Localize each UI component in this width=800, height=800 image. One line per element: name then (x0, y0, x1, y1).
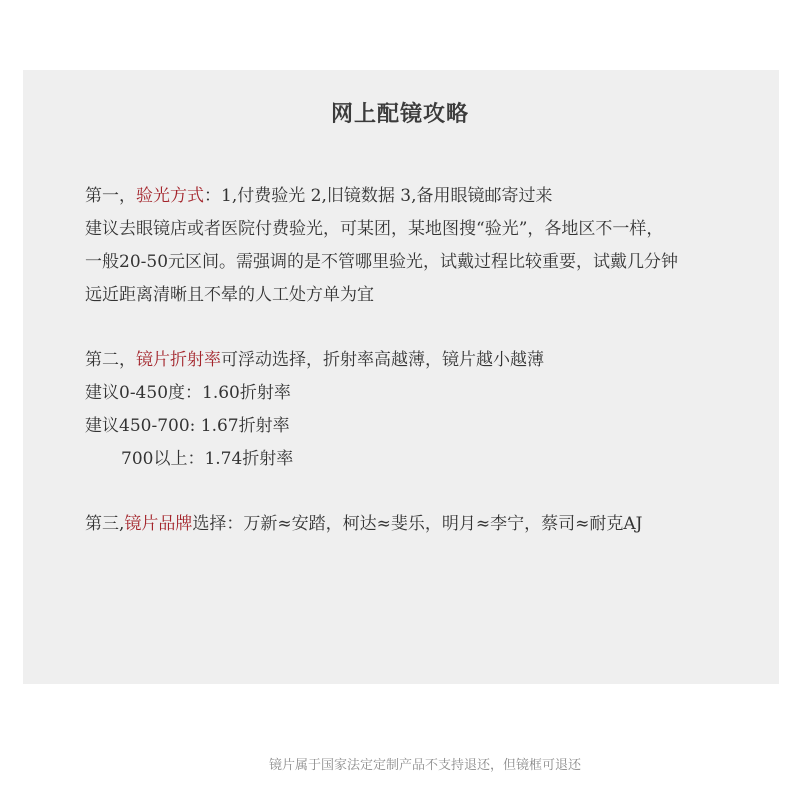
section1-heading (85, 185, 552, 207)
section3-rest: 选择：万新≈安踏，柯达≈斐乐，明月≈李宁，蔡司≈耐克AJ (192, 514, 643, 534)
section1-line-3: 远近距离清晰且不晕的人工处方单为宜 (85, 285, 374, 305)
content-card (23, 70, 779, 684)
section3-highlight: 镜片品牌 (124, 514, 193, 534)
section2-line-2: 建议450-700: 1.67折射率 (85, 416, 290, 436)
section1-rest: ：1,付费验光 2,旧镜数据 3,备用眼镜邮寄过来 (204, 186, 553, 206)
section3-heading (85, 513, 642, 535)
section1-highlight: 验光方式 (136, 186, 204, 206)
section2-heading (85, 349, 544, 371)
page-title: 网上配镜攻略 (330, 102, 469, 127)
section2-highlight: 镜片折射率 (136, 350, 221, 370)
section2-rest: 可浮动选择，折射率高越薄，镜片越小越薄 (221, 350, 544, 370)
footer-note: 镜片属于国家法定定制产品不支持退还，但镜框可退还 (268, 758, 581, 773)
section2-prefix: 第二， (85, 350, 136, 370)
section1-line-1: 建议去眼镜店或者医院付费验光，可某团，某地图搜“验光”，各地区不一样， (85, 219, 664, 239)
section2-line-3: 700以上：1.74折射率 (121, 449, 294, 469)
section3-prefix: 第三, (85, 514, 125, 534)
section1-line-2: 一般20-50元区间。需强调的是不管哪里验光，试戴过程比较重要，试戴几分钟 (85, 252, 679, 272)
section1-prefix: 第一， (85, 186, 136, 206)
section2-line-1: 建议0-450度：1.60折射率 (85, 383, 291, 403)
